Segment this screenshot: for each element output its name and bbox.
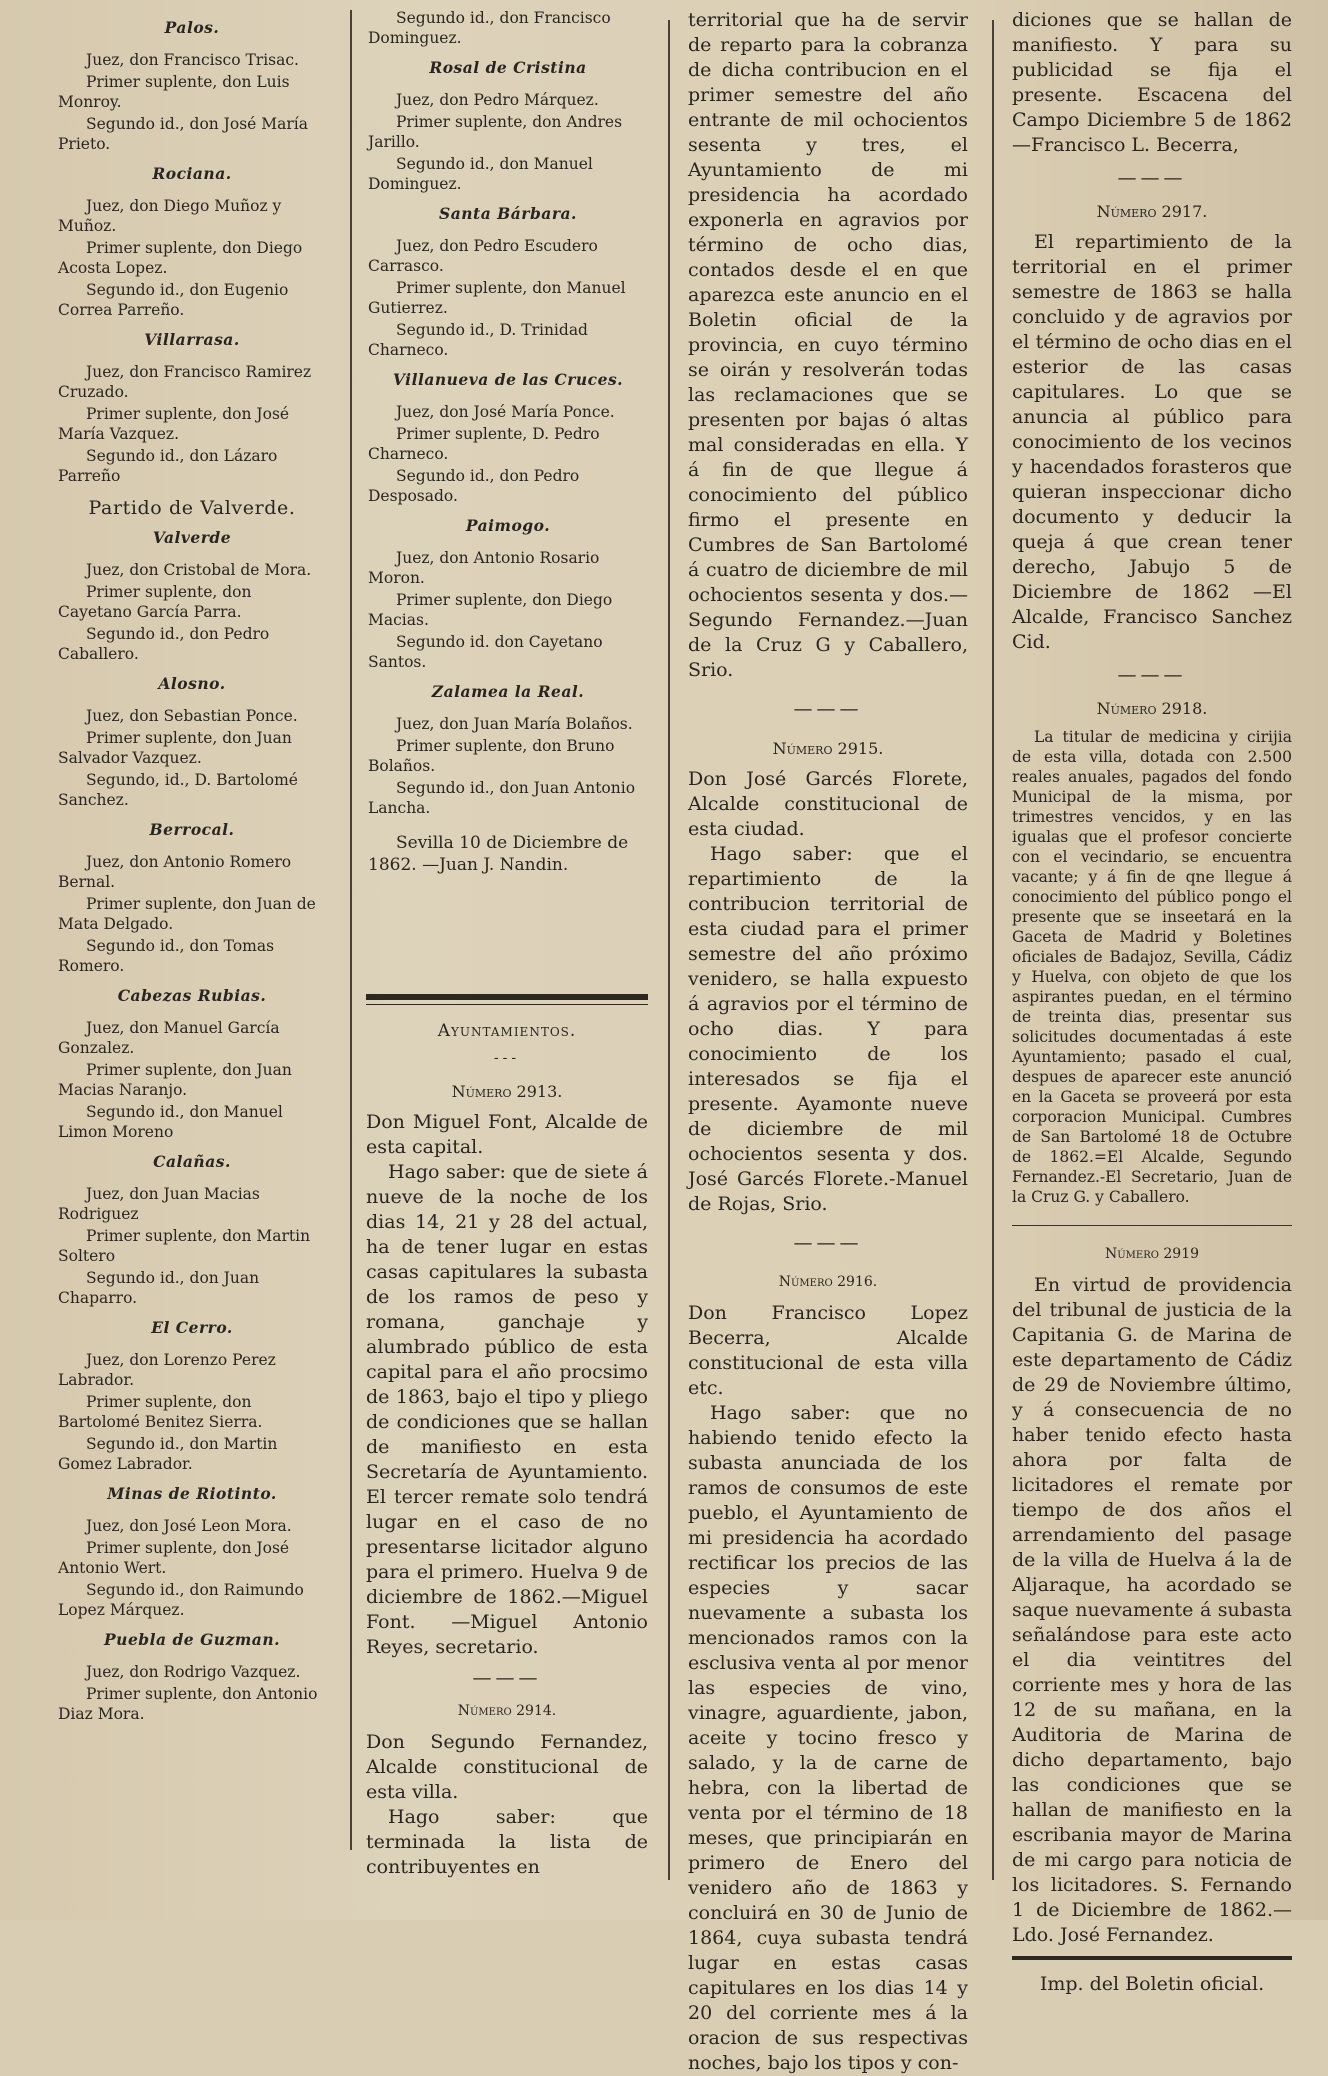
official-entry: Segundo id., don Lázaro Parreño — [58, 447, 278, 485]
town-heading: Calañas. — [153, 1152, 231, 1171]
town-heading: Palos. — [164, 18, 220, 37]
town-heading: El Cerro. — [151, 1318, 233, 1337]
official-entry: Juez, don Juan María Bolaños. — [396, 715, 633, 733]
notice-2917-body: El repartimiento de la territorial en el primer semestre de 1863 se halla concluido y de agravios por el término de ocho dias en el esterior de las casas capitulares. Lo que se anuncia al público para conocimiento de los vecinos y hacendados forasteros que quieran inspeccionar dicho documento y deducir la queja á que crean tener derecho, Jabujo 5 de Diciembre de 1862 —El Alcalde, Francisco Sanchez Cid. — [1012, 231, 1292, 653]
official-entry: Segundo id., D. Trinidad Charneco. — [368, 321, 588, 359]
town-heading: Rociana. — [152, 164, 232, 183]
official-entry: Juez, don Diego Muñoz y Muñoz. — [58, 197, 282, 235]
notice-2916-opening: Don Francisco Lopez Becerra, Alcalde constitucional de esta villa etc. — [688, 1302, 968, 1399]
thick-rule — [366, 994, 648, 1000]
official-entry: Juez, don Pedro Escudero Carrasco. — [368, 237, 598, 275]
section-title: Ayuntamientos. — [437, 1021, 577, 1041]
official-entry: Juez, don Rodrigo Vazquez. — [86, 1663, 301, 1681]
official-entry: Primer suplente, don Bartolomé Benitez Sierra. — [58, 1393, 263, 1431]
thick-rule — [1012, 1956, 1292, 1960]
official-entry: Juez, don Pedro Márquez. — [396, 91, 599, 109]
thin-rule — [366, 1004, 648, 1005]
official-entry: Primer suplente, don Antonio Diaz Mora. — [58, 1685, 318, 1723]
official-entry: Juez, don Lorenzo Perez Labrador. — [58, 1351, 276, 1389]
official-entry: Primer suplente, don Juan de Mata Delgado. — [58, 895, 316, 933]
official-entry: Primer suplente, don Juan Salvador Vazquez. — [58, 729, 292, 767]
notice-2918-body: La titular de medicina y cirijia de esta villa, dotada con 2.500 reales anuales, pagados del fondo Municipal de la misma, por trimestres vencidos, y en las igualas que el profesor concierte con el vecindario, se encuentra vacante; y á fin de qne llegue á conocimiento del público pongo el presente que se inseetará en la Gaceta de Madrid y Boletines oficiales de Badajoz, Sevilla, Cádiz y Huelva, con objeto de que los aspirantes puedan, en el término de treinta dias, presentar sus solicitudes documentadas á este Ayuntamiento; pasado el cual, despues de aparecer este anunció en la Gaceta se proveerá por esta corporacion Municipal. Cumbres de San Bartolomé 18 de Octubre de 1862.=El Alcalde, Segundo Fernandez.-El Secretario, Juan de la Cruz G. y Caballero. — [1012, 728, 1292, 1206]
town-heading: Valverde — [152, 528, 232, 547]
town-heading: Minas de Riotinto. — [107, 1484, 277, 1503]
partido-heading: Partido de Valverde. — [88, 497, 296, 519]
notice-number-2917: Número 2917. — [1096, 202, 1208, 221]
notice-2914-body: Hago saber: que terminada la lista de contribuyentes en — [366, 1806, 648, 1878]
official-entry: Primer suplente, don Diego Acosta Lopez. — [58, 239, 303, 277]
official-entry: Segundo id., don Juan Antonio Lancha. — [368, 779, 636, 817]
official-entry: Primer suplente, don Diego Macias. — [368, 591, 613, 629]
official-entry: Segundo id., don Raimundo Lopez Márquez. — [58, 1581, 304, 1619]
official-entry: Segundo id., don Pedro Caballero. — [58, 625, 270, 663]
dash-separator: ——— — [1117, 167, 1187, 189]
notice-2919-body: En virtud de providencia del tribunal de justicia de la Capitania G. de Marina de este departamento de Cádiz de 29 de Noviembre último, y á consecuencia de no haber tenido efecto hasta ahora por falta de licitadores el remate por tiempo de dos años el arrendamiento del pasage de la villa de Huelva á la de Aljaraque, ha acordado se saque nuevamente á subasta señalándose para este acto el dia veintitres del corriente mes y hora de las 12 de su mañana, en la Auditoria de Marina de dicho departamento, bajo las condiciones que se hallan de manifiesto en la escribania mayor de Marina de mi cargo para noticia de los licitadores. S. Fernando 1 de Diciembre de 1862.—Ldo. José Fernandez. — [1012, 1274, 1292, 1946]
official-entry: Primer suplente, don José Antonio Wert. — [58, 1539, 290, 1577]
column-2 — [368, 8, 648, 988]
town-heading: Paimogo. — [465, 516, 551, 535]
column-1 — [58, 8, 326, 1858]
official-entry: Segundo id., don Martin Gomez Labrador. — [58, 1435, 278, 1473]
official-entry: Primer suplente, D. Pedro Charneco. — [368, 425, 600, 463]
official-entry: Primer suplente, don Andres Jarillo. — [368, 113, 623, 151]
lead-entry: Segundo id., don Francisco Dominguez. — [368, 9, 611, 47]
notice-2915-body: Hago saber: que el repartimiento de la contribucion territorial de esta ciudad para el primer semestre del año próximo venidero, se halla expuesto á agravios por el término de ocho dias. Y para conocimiento de los interesados se fija el presente. Ayamonte nueve de diciembre de mil ochocientos sesenta y dos. José Garcés Florete.-Manuel de Rojas, Srio. — [688, 843, 968, 1215]
official-entry: Segundo id., don Manuel Dominguez. — [368, 155, 593, 193]
official-entry: Juez, don Antonio Romero Bernal. — [58, 853, 292, 891]
official-entry: Juez, don José María Ponce. — [396, 403, 615, 421]
rule-separator — [1012, 1225, 1292, 1226]
official-entry: Segundo id., don Manuel Limon Moreno — [58, 1103, 283, 1141]
imprint: Imp. del Boletin oficial. — [1039, 1973, 1265, 1995]
official-entry: Segundo id., don Eugenio Correa Parreño. — [58, 281, 289, 319]
notice-2914-continuation: territorial que ha de servir de reparto para la cobranza de dicha contribucion en el primer semestre del año entrante de mil ochocientos sesenta y tres, el Ayuntamiento de mi presidencia ha acordado exponerla en agravios por término de ocho dias, contados desde el en que aparezca este anuncio en el Boletin oficial de la provincia, en cuyo término se oirán y resolverán todas las reclamaciones que se presenten por bajas ó altas mal consideradas en ella. Y á fin de que llegue á conocimiento del público firmo el presente en Cumbres de San Bartolomé á cuatro de diciembre de mil ochocientos sesenta y dos.—Segundo Fernandez.—Juan de la Cruz G y Caballero, Srio. — [688, 9, 968, 681]
official-entry: Juez, don Juan Macias Rodriguez — [58, 1185, 260, 1223]
notice-number-2914: Número 2914. — [457, 1703, 557, 1719]
notice-number-2915: Número 2915. — [772, 739, 884, 758]
notice-2916-body: Hago saber: que no habiendo tenido efecto la subasta anunciada de los ramos de consumos de este pueblo, el Ayuntamiento de mi presidencia ha acordado rectificar los precios de las especies y sacar nuevamente a subasta los mencionados ramos con la esclusiva venta al por menor las especies de vino, vinagre, aguardiente, jabon, aceite y tocino fresco y salado, y la de carne de hebra, con la libertad de venta por el término de 18 meses, que principiarán en primero de Enero del venidero año de 1863 y concluirá en 30 de Junio de 1864, cuya subasta tendrá lugar en estas casas capitulares en los dias 14 y 20 del corriente mes á la oracion de sus respectivas noches, bajo los tipos y con- — [688, 1402, 968, 2074]
official-entry: Primer suplente, don José María Vazquez. — [58, 405, 290, 443]
official-entry: Segundo id., don Pedro Desposado. — [368, 467, 580, 505]
notice-number-2918: Número 2918. — [1096, 699, 1208, 718]
notice-2913-opening: Don Miguel Font, Alcalde de esta capital. — [366, 1111, 648, 1158]
dash-separator: ——— — [1117, 664, 1187, 686]
town-heading: Villarrasa. — [144, 330, 240, 349]
official-entry: Juez, don Cristobal de Mora. — [86, 561, 312, 579]
notice-2913-body: Hago saber: que de siete á nueve de la noche de los dias 14, 21 y 28 del actual, ha de tener lugar en estas casas capitulares la subasta de los ramos de peso y romana, ganchaje y alumbrado público de esta capital para el año procsimo de 1863, bajo el tipo y pliego de condiciones que se hallan de manifiesto en esta Secretaría de Ayuntamiento. El tercer remate solo tendrá lugar en el caso de no presentarse licitador alguno para el primero. Huelva 9 de diciembre de 1862.—Miguel Font. —Miguel Antonio Reyes, secretario. — [366, 1161, 648, 1658]
column-rule-1 — [350, 10, 352, 1850]
section-dash: --- — [493, 1050, 521, 1066]
town-heading: Cabezas Rubias. — [117, 986, 267, 1005]
official-entry: Primer suplente, don Bruno Bolaños. — [368, 737, 615, 775]
notice-number-2916: Número 2916. — [778, 1274, 878, 1290]
official-entry: Primer suplente, don Manuel Gutierrez. — [368, 279, 626, 317]
column-3 — [688, 8, 968, 2074]
closing-signature: Sevilla 10 de Diciembre de 1862. —Juan J. Nandin. — [368, 833, 629, 875]
official-entry: Juez, don Sebastian Ponce. — [86, 707, 298, 725]
dash-separator: ——— — [793, 698, 863, 720]
official-entry: Segundo, id., D. Bartolomé Sanchez. — [58, 771, 298, 809]
town-heading: Rosal de Cristina — [429, 58, 587, 77]
town-heading: Santa Bárbara. — [439, 204, 577, 223]
dash-separator: ——— — [472, 1667, 542, 1689]
official-entry: Juez, don José Leon Mora. — [86, 1517, 292, 1535]
official-entry: Primer suplente, don Cayetano García Parra. — [58, 583, 252, 621]
notice-2914-opening: Don Segundo Fernandez, Alcalde constitucional de esta villa. — [366, 1731, 648, 1803]
column-rule-2 — [668, 20, 670, 1880]
official-entry: Segundo id., don Juan Chaparro. — [58, 1269, 260, 1307]
official-entry: Segundo id., don José María Prieto. — [58, 115, 309, 153]
town-heading: Puebla de Guzman. — [104, 1630, 280, 1649]
official-entry: Primer suplente, don Luis Monroy. — [58, 73, 290, 111]
column-rule-3 — [992, 20, 994, 1880]
town-heading: Berrocal. — [149, 820, 235, 839]
official-entry: Juez, don Francisco Ramirez Cruzado. — [58, 363, 312, 401]
column-2-lower — [366, 1000, 648, 1900]
official-entry: Juez, don Francisco Trisac. — [86, 51, 299, 69]
official-entry: Primer suplente, don Juan Macias Naranjo. — [58, 1061, 292, 1099]
town-heading: Villanueva de las Cruces. — [392, 370, 624, 389]
official-entry: Segundo id. don Cayetano Santos. — [368, 633, 603, 671]
notice-number-2919: Número 2919 — [1104, 1246, 1200, 1262]
official-entry: Primer suplente, don Martin Soltero — [58, 1227, 311, 1265]
column-4 — [1012, 8, 1292, 1995]
town-heading: Zalamea la Real. — [431, 682, 585, 701]
official-entry: Segundo id., don Tomas Romero. — [58, 937, 275, 975]
dash-separator: ——— — [793, 1232, 863, 1254]
notice-2916-continuation: diciones que se hallan de manifiesto. Y para su publicidad se fija el presente. Escacena del Campo Diciembre 5 de 1862—Francisco L. Becerra, — [1012, 9, 1292, 156]
official-entry: Juez, don Manuel García Gonzalez. — [58, 1019, 280, 1057]
notice-2915-opening: Don José Garcés Florete, Alcalde constitucional de esta ciudad. — [688, 768, 968, 840]
official-entry: Juez, don Antonio Rosario Moron. — [368, 549, 600, 587]
town-heading: Alosno. — [158, 674, 226, 693]
notice-number-2913: Número 2913. — [451, 1082, 563, 1101]
